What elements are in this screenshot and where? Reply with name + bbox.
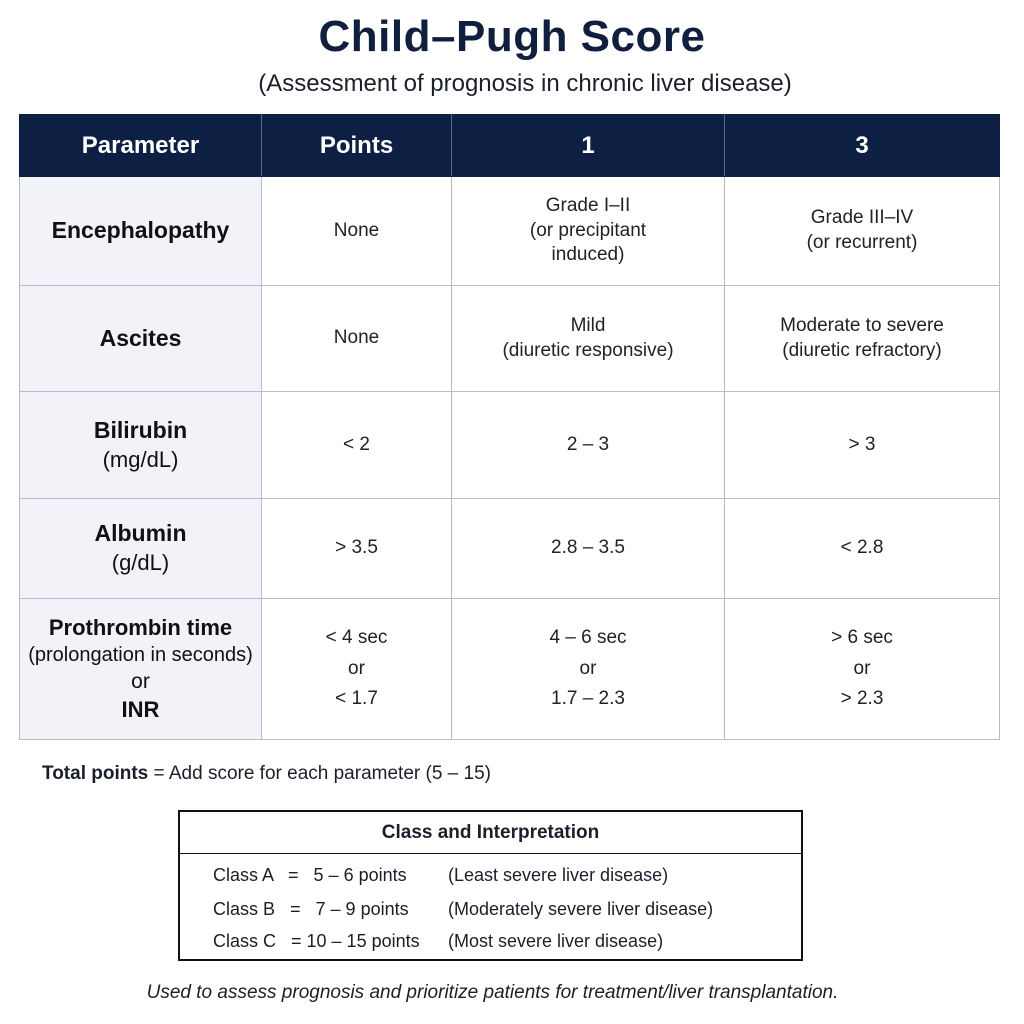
cell-text: Grade III–IV [810, 207, 914, 229]
param-name: Encephalopathy [51, 217, 230, 244]
value-cell [262, 286, 452, 392]
page-subtitle: (Assessment of prognosis in chronic liver disease) [258, 70, 792, 97]
cell-text: (or recurrent) [806, 232, 918, 253]
table-header-row [20, 115, 1000, 177]
cell-text: or [348, 657, 365, 679]
value-cell [725, 499, 1000, 599]
param-alt-name: INR [121, 696, 160, 722]
param-unit: (mg/dL) [102, 446, 179, 472]
total-points-text: = Add score for each parameter (5 – 15) [153, 763, 491, 784]
param-cell [20, 392, 262, 499]
cell-text: 2.8 – 3.5 [551, 537, 625, 559]
page-title: Child–Pugh Score [318, 12, 706, 61]
value-cell [452, 392, 725, 499]
cell-text: < 1.7 [335, 688, 378, 710]
value-cell [452, 286, 725, 392]
class-description: (Moderately severe liver disease) [448, 899, 714, 919]
class-row [180, 926, 801, 956]
class-description: (Least severe liver disease) [448, 865, 669, 885]
value-cell [452, 599, 725, 740]
table-row [20, 392, 1000, 499]
value-cell [725, 599, 1000, 740]
value-cell [262, 177, 452, 286]
cell-text: or [853, 657, 871, 679]
cell-text: < 2.8 [840, 537, 884, 559]
value-cell [725, 177, 1000, 286]
table-row [20, 286, 1000, 392]
header-col-1: 1 [452, 115, 725, 177]
total-points-note [42, 763, 491, 785]
param-cell [20, 599, 262, 740]
cell-text: 4 – 6 sec [549, 626, 627, 648]
param-cell [20, 286, 262, 392]
value-cell [452, 177, 725, 286]
cell-text: > 3.5 [335, 537, 378, 559]
value-cell [262, 499, 452, 599]
cell-text: Grade I–II [545, 194, 631, 216]
cell-text: < 2 [343, 433, 370, 455]
cell-text: Mild [570, 314, 606, 336]
table-row [20, 599, 1000, 740]
cell-text: > 2.3 [840, 688, 884, 710]
value-cell [725, 286, 1000, 392]
value-cell [452, 499, 725, 599]
class-description: (Most severe liver disease) [448, 931, 664, 951]
param-name: Prothrombin time [48, 614, 233, 640]
param-subtext: (prolongation in seconds) [28, 644, 253, 667]
class-box-title: Class and Interpretation [180, 812, 801, 854]
value-cell [262, 599, 452, 740]
param-name: Bilirubin [93, 416, 188, 443]
footer-note: Used to assess prognosis and prioritize patients for treatment/liver transplantation. [146, 982, 839, 1003]
cell-text: or [579, 657, 597, 679]
param-cell [20, 499, 262, 599]
class-row [180, 894, 801, 924]
cell-text: Moderate to severe [780, 314, 944, 336]
class-label: Class A = 5 – 6 points [213, 865, 407, 885]
header-parameter: Parameter [20, 115, 262, 177]
cell-text: 2 – 3 [566, 433, 610, 455]
total-points-label: Total points [42, 763, 149, 784]
param-or: or [131, 670, 150, 694]
header-col-3: 3 [725, 115, 1000, 177]
cell-text: (diuretic refractory) [782, 339, 942, 361]
cell-text: None [333, 219, 380, 241]
cell-text: < 4 sec [325, 626, 388, 648]
table-row [20, 177, 1000, 286]
value-cell [262, 392, 452, 499]
class-label: Class B = 7 – 9 points [213, 899, 409, 919]
param-name: Ascites [99, 324, 182, 351]
table-row [20, 499, 1000, 599]
class-label: Class C = 10 – 15 points [213, 931, 420, 951]
cell-text: (or precipitant [529, 219, 647, 241]
param-cell [20, 177, 262, 286]
cell-text: (diuretic responsive) [502, 339, 674, 361]
header-points: Points [262, 115, 452, 177]
cell-text: 1.7 – 2.3 [551, 688, 625, 710]
class-row [180, 860, 801, 890]
param-name: Albumin [94, 520, 187, 547]
cell-text: induced) [551, 244, 625, 266]
param-unit: (g/dL) [111, 550, 170, 576]
cell-text: None [333, 327, 380, 349]
value-cell [725, 392, 1000, 499]
class-interpretation-box [178, 810, 803, 961]
cell-text: > 6 sec [831, 626, 893, 648]
cell-text: > 3 [848, 433, 876, 455]
child-pugh-table [19, 114, 1000, 740]
